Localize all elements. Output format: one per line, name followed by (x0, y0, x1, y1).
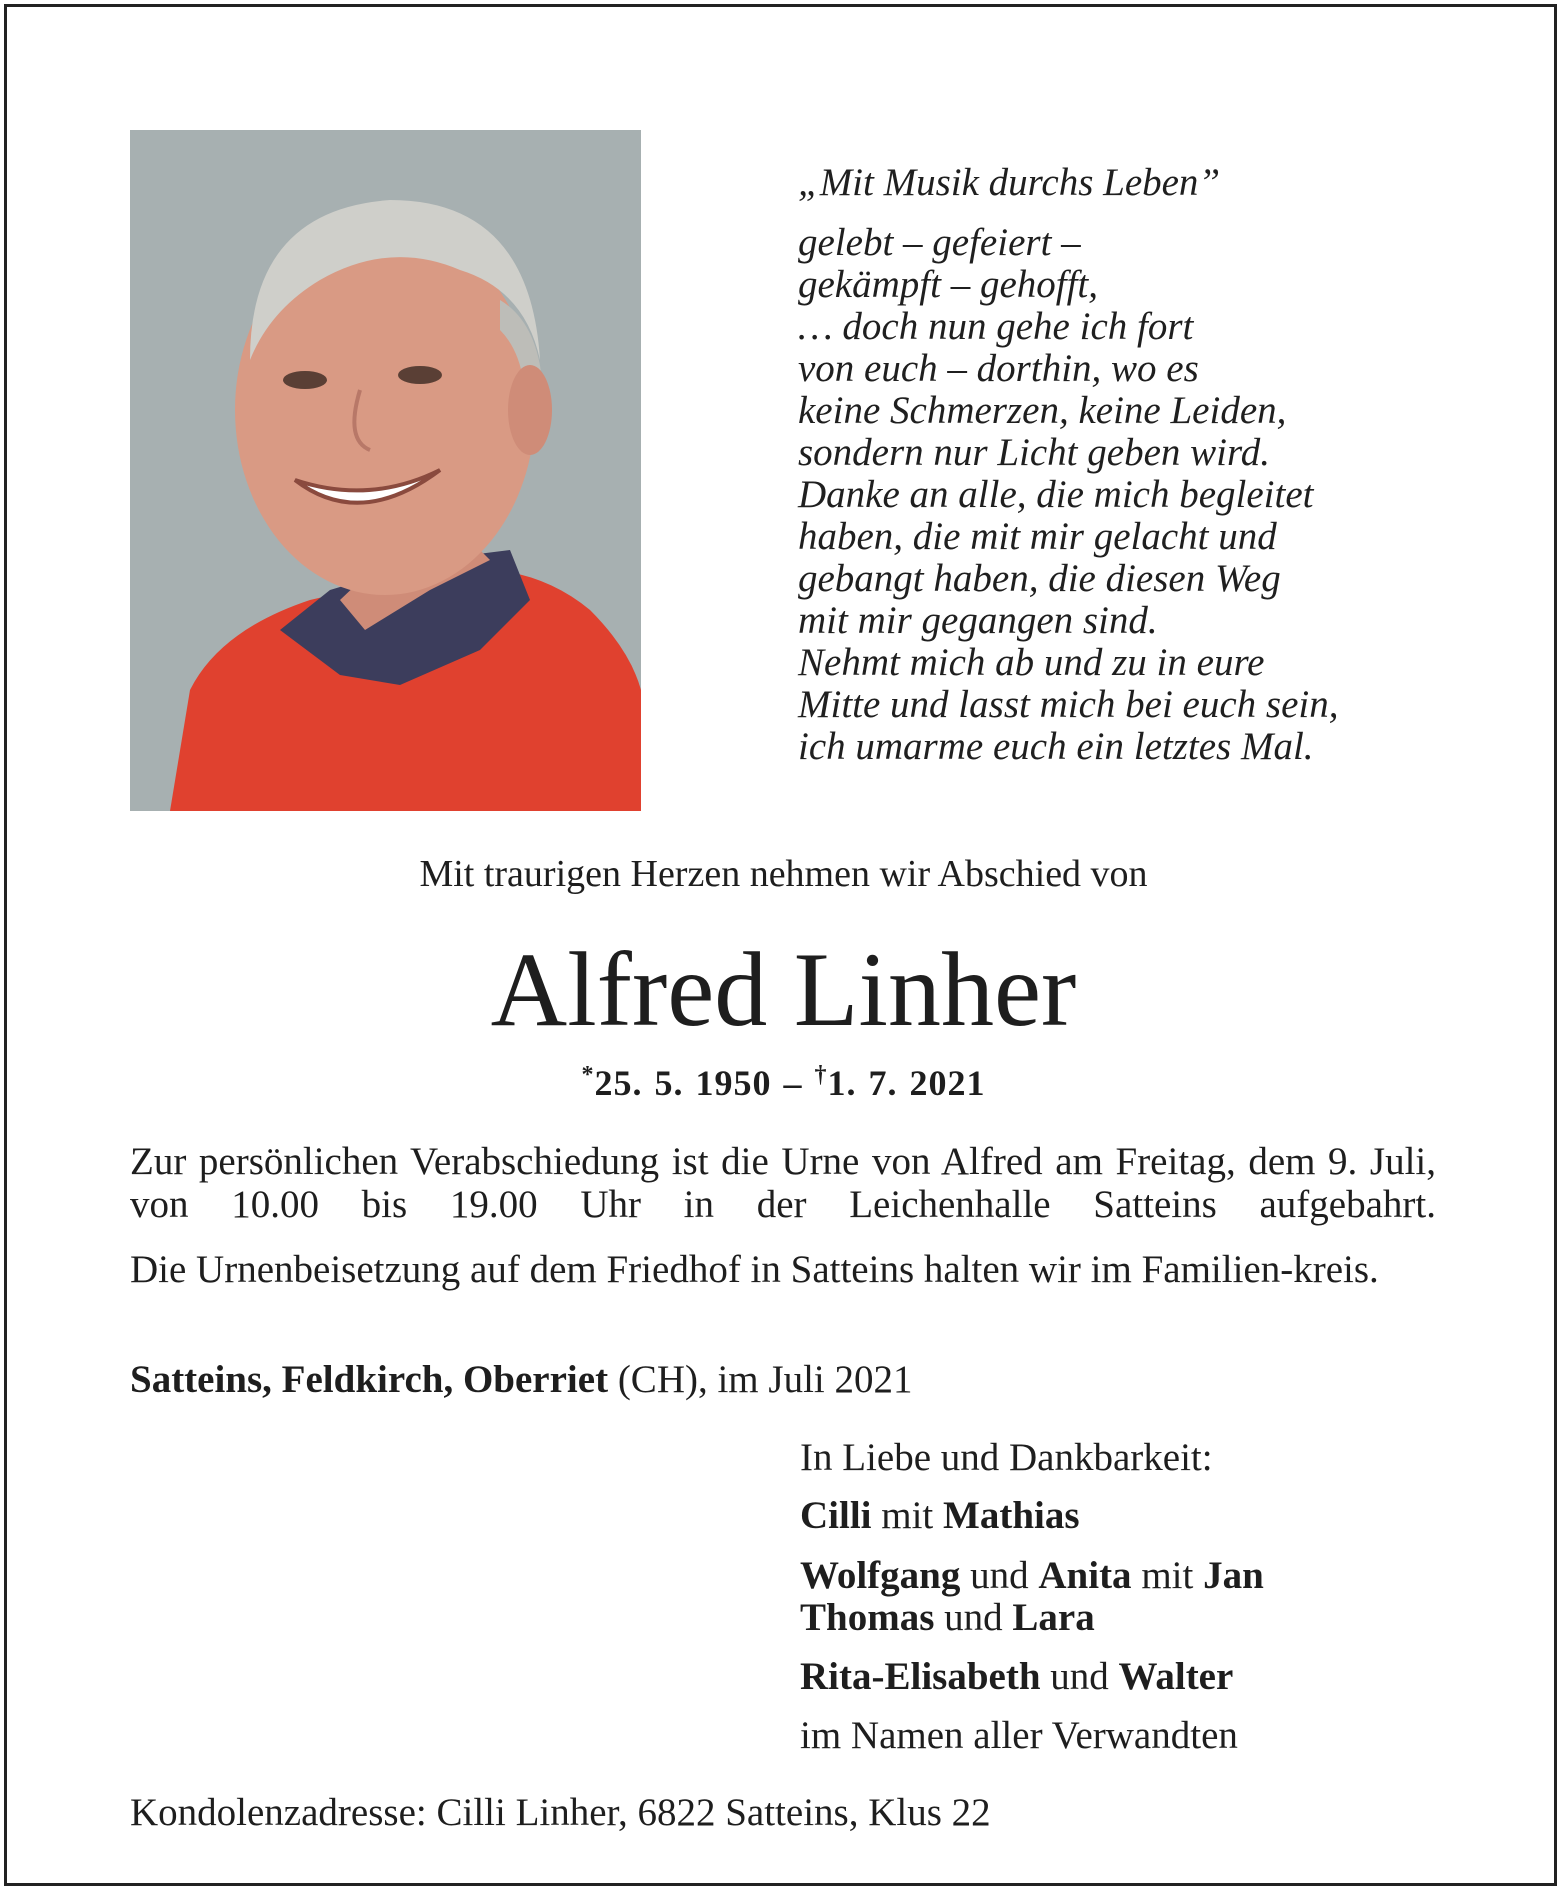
signature-line (800, 1555, 1500, 1639)
intro-text: Mit traurigen Herzen nehmen wir Abschied von (419, 853, 1148, 895)
portrait-photo (130, 130, 641, 811)
poem-line: … doch nun gehe ich fort (798, 305, 1194, 348)
poem-line: von euch – dorthin, wo es (798, 347, 1199, 390)
mourner-name: Jan (1203, 1554, 1264, 1597)
place-and-date (130, 1357, 912, 1402)
mourner-name: Rita-Elisabeth (800, 1655, 1041, 1698)
mourner-name: Mathias (943, 1494, 1080, 1537)
mourner-name: Walter (1118, 1655, 1234, 1698)
life-dates (0, 1062, 1567, 1104)
connector-text: und (960, 1554, 1039, 1597)
connector-text: mit (871, 1494, 944, 1537)
condolence-address: Kondolenzadresse: Cilli Linher, 6822 Satteins, Klus 22 (130, 1791, 991, 1834)
date-separator: – (783, 1063, 803, 1103)
mourner-name: Thomas (800, 1596, 935, 1639)
poem-line: Danke an alle, die mich begleitet (798, 473, 1314, 516)
poem-line: ich umarme euch ein letztes Mal. (798, 725, 1314, 768)
death-date: 1. 7. 2021 (827, 1063, 986, 1103)
birth-date: 25. 5. 1950 (594, 1063, 772, 1103)
poem-line: gelebt – gefeiert – (798, 221, 1081, 264)
burial-paragraph: Die Urnenbeisetzung auf dem Friedhof in Satteins halten wir im Familien-kreis. (130, 1248, 1379, 1291)
signature-heading: In Liebe und Dankbarkeit: (800, 1436, 1213, 1479)
deceased-name: Alfred Linher (490, 931, 1077, 1048)
mourner-name: Wolfgang (800, 1554, 961, 1597)
mourner-name: Lara (1012, 1596, 1095, 1639)
signature-closing: im Namen aller Verwandten (800, 1714, 1238, 1757)
poem-line: gebangt haben, die diesen Weg (798, 557, 1281, 600)
poem-line: Nehmt mich ab und zu in eure (798, 641, 1265, 684)
poem-line: haben, die mit mir gelacht und (798, 515, 1277, 558)
poem-line: Mitte und lasst mich bei euch sein, (798, 683, 1339, 726)
poem-line: sondern nur Licht geben wird. (798, 431, 1270, 474)
connector-text: und (1040, 1655, 1119, 1698)
place-towns: Satteins, Feldkirch, Oberriet (130, 1358, 609, 1401)
connector-text: mit (1131, 1554, 1204, 1597)
birth-symbol: * (581, 1062, 595, 1088)
poem-line: gekämpft – gehofft, (798, 263, 1099, 306)
mourner-name: Cilli (800, 1494, 872, 1537)
farewell-paragraph: Zur persönlichen Verabschiedung ist die Urne von Alfred am Freitag, dem 9. Juli, von 10.00 bis 19.00 Uhr in der Leichenhalle Satteins aufgebahrt. (130, 1140, 1436, 1226)
place-rest: (CH), im Juli 2021 (608, 1358, 913, 1401)
mourner-name: Anita (1038, 1554, 1132, 1597)
poem-line: mit mir gegangen sind. (798, 599, 1158, 642)
signature-line (800, 1495, 1500, 1537)
poem (798, 162, 1498, 768)
death-symbol: † (814, 1062, 828, 1088)
poem-title: „Mit Musik durchs Leben” (798, 161, 1221, 204)
signature-line (800, 1656, 1500, 1698)
poem-line: keine Schmerzen, keine Leiden, (798, 389, 1287, 432)
connector-text: und (934, 1596, 1013, 1639)
